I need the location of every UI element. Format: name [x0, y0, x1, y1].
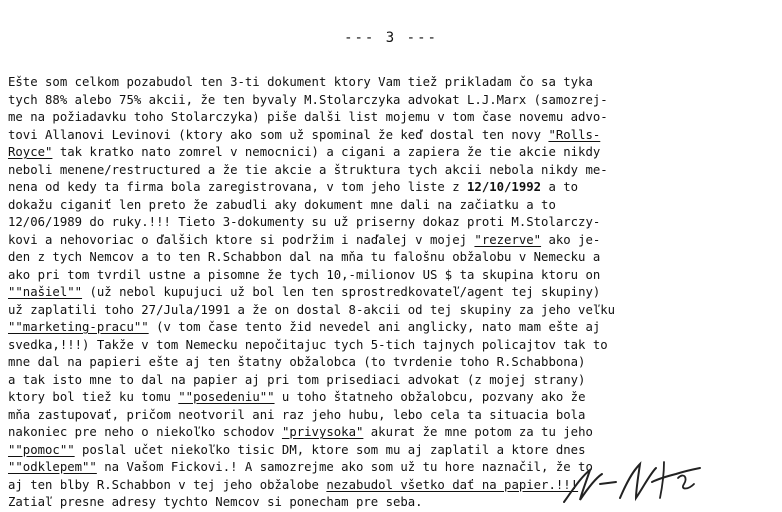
- text-segment: aj ten blby R.Schabbon v tej jeho obžalobe: [8, 477, 327, 492]
- text-segment: nena od kedy ta firma bola zaregistrovana, v tom jeho liste z: [8, 180, 468, 194]
- text-segment: ""marketing-pracu"": [8, 320, 149, 334]
- text-line: [8, 267, 778, 285]
- text-line: [8, 319, 778, 337]
- text-segment: "Rolls-: [548, 127, 601, 142]
- text-segment: u toho štatneho obžalobcu, pozvany ako že: [274, 390, 586, 404]
- text-line: [8, 127, 778, 145]
- text-segment: tak kratko nato zomrel v nemocnici) a cigani a zapiera že tie akcie nikdy: [52, 145, 601, 159]
- text-segment: ktory bol tiež ku tomu: [8, 390, 179, 404]
- text-line: [8, 74, 778, 92]
- text-segment: nakoniec pre neho o niekoľko schodov: [8, 425, 282, 439]
- text-segment: "privysoka": [281, 425, 364, 439]
- text-segment: mňa zastupovať, pričom neotvoril ani raz jeho hubu, lebo cela ta situacia bola: [8, 407, 586, 422]
- text-segment: tych 88% alebo 75% akcii, že ten byvaly M.Stolarczyka advokat L.J.Marx (samozrej-: [8, 92, 608, 107]
- handwritten-signature: [560, 448, 710, 506]
- text-segment: ""posedeniu"": [178, 390, 275, 404]
- text-segment: mne dal na papieri ešte aj ten štatny obžalobca (to tvrdenie toho R.Schabbona): [8, 355, 586, 369]
- text-segment: Ešte som celkom pozabudol ten 3-ti dokument ktory Vam tiež prikladam čo sa tyka: [8, 75, 593, 89]
- text-segment: ""odklepem"": [8, 460, 97, 474]
- text-segment: ""našiel"": [8, 285, 83, 299]
- text-segment: svedka,!!!) Takže v tom Nemecku nepočitajuc tych 5-tich tajnych policajtov tak to: [8, 337, 608, 352]
- text-line: [8, 92, 778, 110]
- text-segment: a to: [541, 180, 579, 194]
- text-line: [8, 214, 778, 232]
- text-segment: Zatiaľ presne adresy tychto Nemcov si ponecham pre seba.: [8, 495, 423, 509]
- text-line: [8, 372, 778, 390]
- text-line: [8, 249, 778, 267]
- text-segment: nezabudol všetko dať na papier.!!!: [326, 477, 579, 492]
- text-segment: ako pri tom tvrdil ustne a pisomne že tych 10,-milionov US $ ta skupina ktoru on: [8, 267, 601, 282]
- text-segment: na Vašom Fickovi.! A samozrejme ako som už tu hore naznačil, že to: [96, 460, 593, 474]
- text-segment: me na požiadavku toho Stolarczyka) piše dalši list mojemu v tom čase novemu advo-: [8, 110, 608, 124]
- text-line: [8, 407, 778, 425]
- text-line: [8, 354, 778, 372]
- text-segment: "rezerve": [474, 232, 542, 247]
- letter-body: [8, 74, 778, 512]
- text-line: [8, 162, 778, 180]
- text-line: [8, 109, 778, 127]
- text-line: [8, 197, 778, 215]
- text-segment: akurat že mne potom za tu jeho: [363, 425, 593, 439]
- text-segment: tovi Allanovi Levinovi (ktory ako som už spominal že keď dostal ten novy: [8, 127, 549, 142]
- text-segment: 12/06/1989 do ruky.!!! Tieto 3-dokumenty su už priserny dokaz proti M.Stolarczy-: [8, 215, 601, 229]
- text-line: [8, 232, 778, 250]
- text-line: [8, 284, 778, 302]
- text-segment: 12/10/1992: [467, 180, 542, 194]
- text-segment: (už nebol kupujuci už bol len ten sprostredkovateľ/agent tej skupiny): [82, 285, 601, 299]
- text-line: [8, 389, 778, 407]
- text-segment: poslal učet niekoľko tisic DM, ktore som mu aj zaplatil a ktore dnes: [74, 442, 586, 457]
- text-line: [8, 144, 778, 162]
- text-line: [8, 302, 778, 320]
- text-line: [8, 179, 778, 197]
- page-number: --- 3 ---: [344, 30, 438, 46]
- text-segment: a tak isto mne to dal na papier aj pri tom prisediaci advokat (z mojej strany): [8, 372, 586, 387]
- text-segment: den z tych Nemcov a to ten R.Schabbon dal na mňa tu falošnu obžalobu v Nemecku a: [8, 250, 601, 264]
- text-segment: Royce": [8, 145, 53, 159]
- text-line: [8, 424, 778, 442]
- text-segment: dokažu ciganiť len preto že zabudli aky dokument mne dali na začiatku a to: [8, 197, 556, 212]
- text-line: [8, 337, 778, 355]
- text-segment: kovi a nehovoriac o ďalšich ktore si podržim i naďalej v mojej: [8, 232, 475, 247]
- text-segment: už zaplatili toho 27/Jula/1991 a že on dostal 8-akcii od tej skupiny za jeho veľku: [8, 302, 616, 317]
- text-segment: (v tom čase tento žid nevedel ani anglicky, nato mam ešte aj: [148, 320, 601, 334]
- text-segment: ""pomoc"": [8, 442, 75, 457]
- text-segment: ako je-: [541, 232, 601, 247]
- text-segment: neboli menene/restructured a že tie akcie a štruktura tych akcii nebola nikdy me-: [8, 162, 608, 177]
